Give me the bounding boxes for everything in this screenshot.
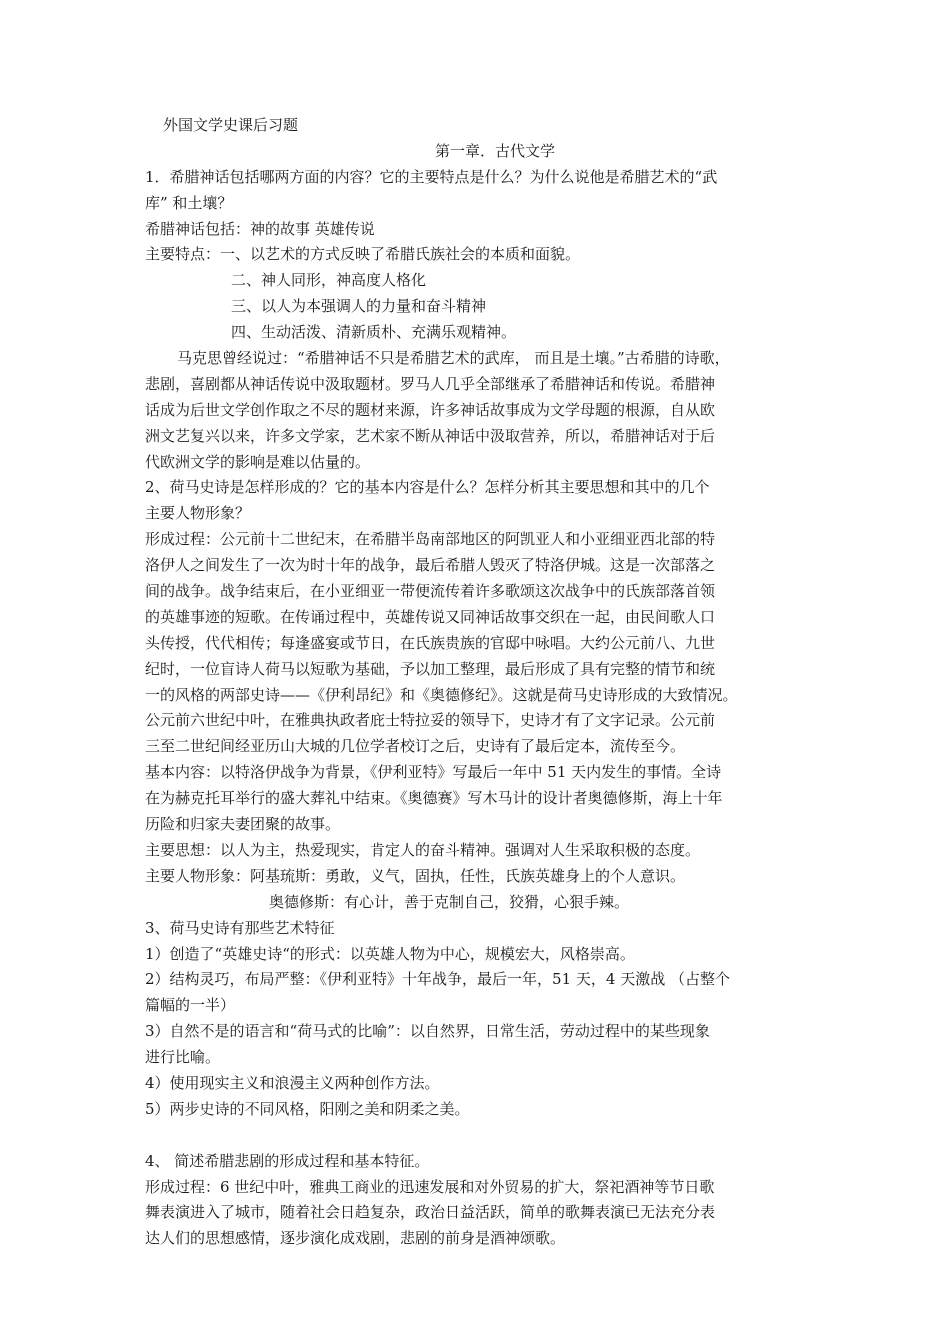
q4-question-line: 4、 简述希腊悲剧的形成过程和基本特征。	[145, 1151, 430, 1170]
q1-paragraph-line: 话成为后世文学创作取之不尽的题材来源，许多神话故事成为文学母题的根源，自从欧	[145, 400, 716, 419]
chapter-heading: 第一章．古代文学	[435, 141, 556, 160]
q2-thought-line: 主要思想：以人为主，热爱现实，肯定人的奋斗精神。强调对人生采取积极的态度。	[145, 840, 701, 859]
q2-formation-line: 公元前六世纪中叶，在雅典执政者庇士特拉妥的领导下，史诗才有了文字记录。公元前	[145, 711, 716, 730]
q3-point-line: 篇幅的一半）	[145, 996, 236, 1015]
q1-question-line: 1．希腊神话包括哪两方面的内容？它的主要特点是什么？为什么说他是希腊艺术的“武	[145, 167, 718, 186]
q3-point-line: 5）两步史诗的不同风格，阳刚之美和阴柔之美。	[145, 1099, 470, 1118]
q2-character-line: 奥德修斯：有心计，善于克制自己，狡猾，心狠手辣。	[269, 892, 630, 911]
q2-formation-line: 一的风格的两部史诗——《伊利昂纪》和《奥德修纪》。这就是荷马史诗形成的大致情况。	[145, 685, 738, 704]
q2-formation-line: 洛伊人之间发生了一次为时十年的战争，最后希腊人毁灭了特洛伊城。这是一次部落之	[145, 556, 716, 575]
q1-feature-line: 四、生动活泼、清新质朴、充满乐观精神。	[231, 323, 517, 342]
q3-point-line: 3）自然不是的语言和“荷马式的比喻”：以自然界，日常生活，劳动过程中的某些现象	[145, 1022, 710, 1041]
q3-point-line: 1）创造了“英雄史诗“的形式：以英雄人物为中心，规模宏大，风格崇高。	[145, 944, 635, 963]
q1-feature-line: 三、以人为本强调人的力量和奋斗精神	[231, 297, 487, 316]
q2-content-line: 在为赫克托耳举行的盛大葬礼中结束。《奥德赛》写木马计的设计者奥德修斯，海上十年	[145, 789, 723, 808]
q1-paragraph-line: 洲文艺复兴以来，许多文学家，艺术家不断从神话中汲取营养，所以，希腊神话对于后	[145, 426, 716, 445]
q3-point-line: 进行比喻。	[145, 1048, 221, 1067]
q2-question-line: 2、荷马史诗是怎样形成的？它的基本内容是什么？怎样分析其主要思想和其中的几个	[145, 478, 710, 497]
q2-question-line: 主要人物形象？	[145, 504, 251, 523]
q2-formation-line: 形成过程：公元前十二世纪末，在希腊半岛南部地区的阿凯亚人和小亚细亚西北部的特	[145, 530, 716, 549]
q2-formation-line: 间的战争。战争结束后，在小亚细亚一带便流传着许多歌颂这次战争中的氏族部落首领	[145, 582, 716, 601]
q4-formation-line: 形成过程：6 世纪中叶，雅典工商业的迅速发展和对外贸易的扩大，祭祀酒神等节日歌	[145, 1177, 715, 1196]
q2-formation-line: 纪时，一位盲诗人荷马以短歌为基础，予以加工整理，最后形成了具有完整的情节和统	[145, 659, 716, 678]
q1-feature-line: 二、神人同形，神高度人格化	[231, 271, 427, 290]
q2-formation-line: 三至二世纪间经亚历山大城的几位学者校订之后，史诗有了最后定本，流传至今。	[145, 737, 686, 756]
document-body	[145, 113, 805, 1252]
q1-paragraph-line: 马克思曾经说过：“希腊神话不只是希腊艺术的武库， 而且是土壤。”古希腊的诗歌，	[177, 349, 730, 368]
q2-content-line: 历险和归家夫妻团聚的故事。	[145, 815, 341, 834]
q3-point-line: 4）使用现实主义和浪漫主义两种创作方法。	[145, 1073, 440, 1092]
q1-feature-line: 主要特点：一、以艺术的方式反映了希腊氏族社会的本质和面貌。	[145, 245, 581, 264]
document-title: 外国文学史课后习题	[163, 116, 299, 134]
q2-character-line: 主要人物形象：阿基琉斯：勇敢，义气，固执，任性，氏族英雄身上的个人意识。	[145, 866, 686, 885]
q2-content-line: 基本内容：以特洛伊战争为背景，《伊利亚特》写最后一年中 51 天内发生的事情。全诗	[145, 763, 722, 782]
q1-paragraph-line: 代欧洲文学的影响是难以估量的。	[145, 452, 371, 471]
q1-content-line: 希腊神话包括：神的故事 英雄传说	[145, 219, 375, 238]
q4-formation-line: 达人们的思想感情，逐步演化成戏剧，悲剧的前身是酒神颂歌。	[145, 1229, 566, 1248]
q1-paragraph-line: 悲剧，喜剧都从神话传说中汲取题材。罗马人几乎全部继承了希腊神话和传说。希腊神	[145, 374, 716, 393]
blank-line	[145, 1123, 805, 1149]
q4-formation-line: 舞表演进入了城市，随着社会日趋复杂，政治日益活跃，简单的歌舞表演已无法充分表	[145, 1203, 716, 1222]
q3-question-line: 3、荷马史诗有那些艺术特征	[145, 918, 335, 937]
q2-formation-line: 头传授，代代相传；每逢盛宴或节日，在氏族贵族的官邸中咏唱。大约公元前八、九世	[145, 633, 716, 652]
q3-point-line: 2）结构灵巧，布局严整：《伊利亚特》十年战争，最后一年，51 天，4 天激战 （占整个	[145, 970, 730, 989]
q1-question-line: 库” 和土壤？	[145, 193, 233, 212]
q2-formation-line: 的英雄事迹的短歌。在传诵过程中，英雄传说又同神话故事交织在一起，由民间歌人口	[145, 607, 716, 626]
